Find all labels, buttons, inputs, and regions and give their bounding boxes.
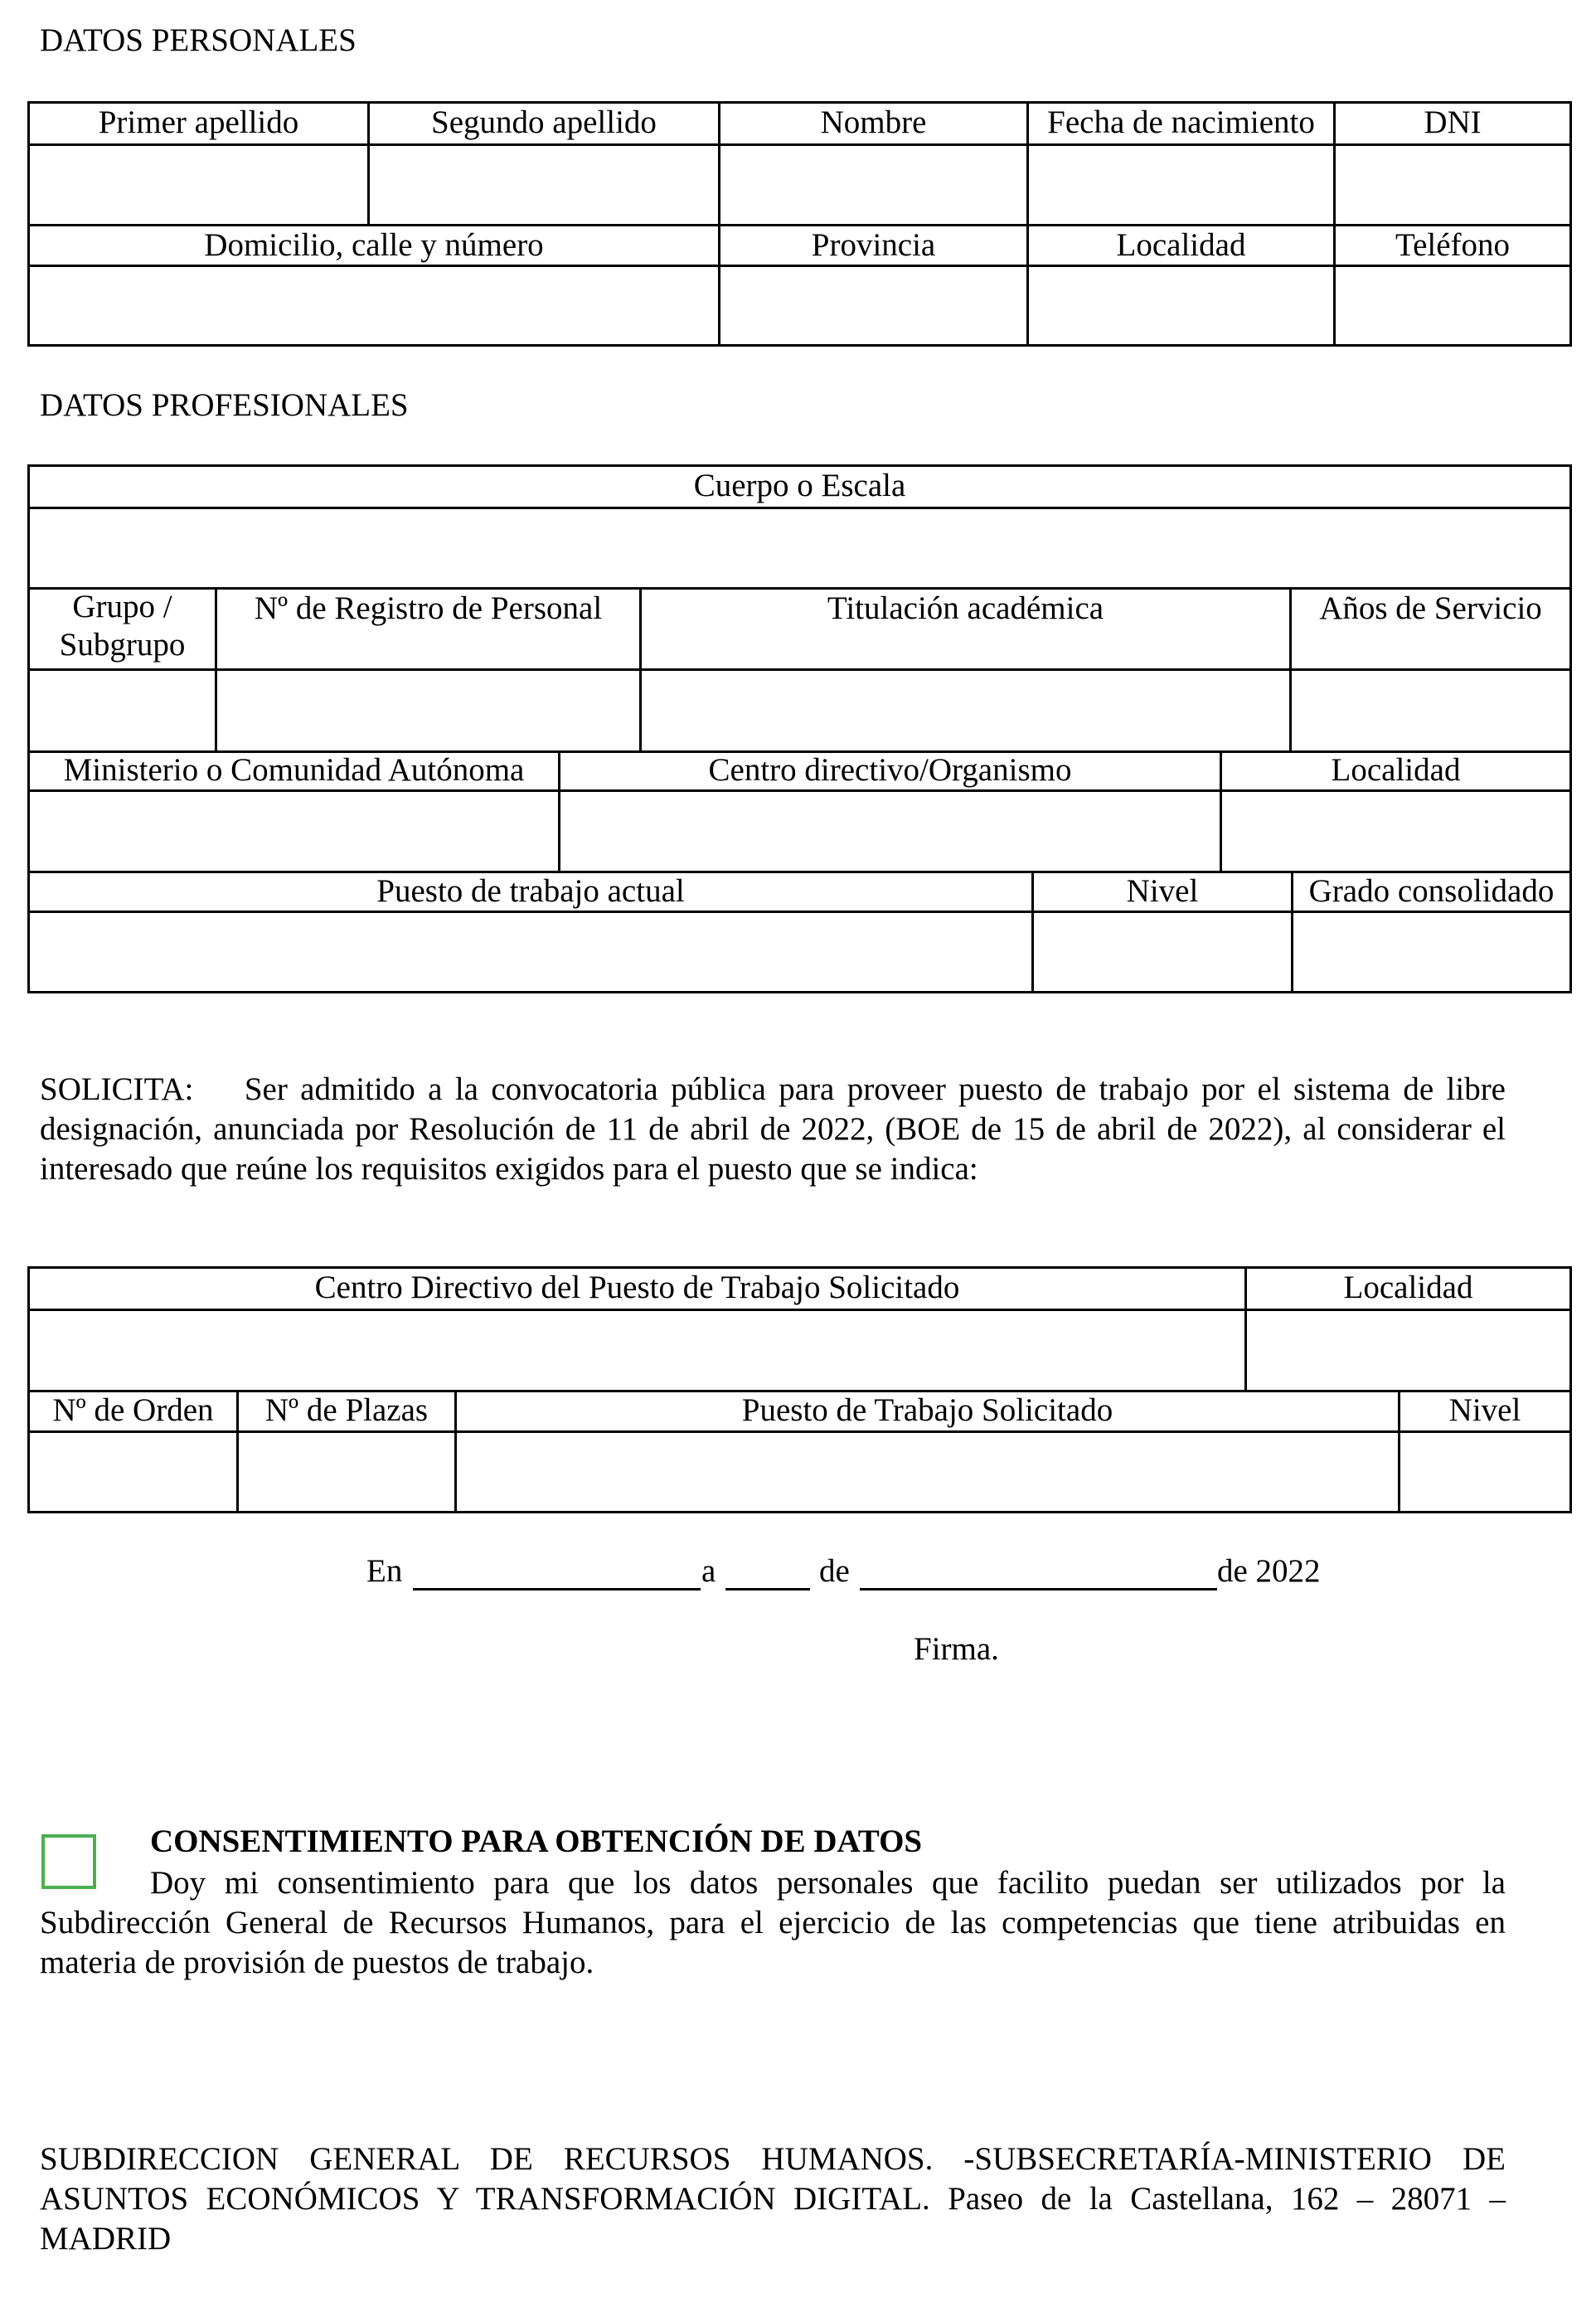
header-puesto-solicitado: Puesto de Trabajo Solicitado: [741, 1392, 1113, 1428]
requested-post-table: [27, 1266, 1572, 1513]
field-primer-apellido[interactable]: [30, 146, 367, 224]
header-localidad-prof: Localidad: [1331, 752, 1461, 788]
header-grupo-subgrupo: Grupo / Subgrupo: [59, 589, 186, 663]
personal-data-table: [27, 101, 1572, 347]
header-puesto-actual: Puesto de trabajo actual: [376, 873, 685, 909]
header-titulacion: Titulación académica: [827, 590, 1104, 626]
date-day-line[interactable]: [725, 1588, 810, 1591]
field-registro-personal[interactable]: [217, 671, 639, 750]
header-centro-directivo: Centro directivo/Organismo: [708, 752, 1072, 788]
date-en-label: En: [366, 1553, 403, 1589]
date-place-line[interactable]: [413, 1588, 701, 1591]
field-cuerpo-escala[interactable]: [30, 509, 1569, 587]
field-puesto-solicitado[interactable]: [457, 1433, 1398, 1511]
footer-address: SUBDIRECCION GENERAL DE RECURSOS HUMANOS. -SUBSECRETARÍA-MINISTERIO DE ASUNTOS ECONÓMICOS Y TRANSFORMACIÓN DIGITAL. Paseo de la Castellana, 162 – 28071 – MADRID: [40, 2141, 1506, 2256]
header-segundo-apellido: Segundo apellido: [431, 104, 657, 140]
field-dni[interactable]: [1336, 146, 1569, 224]
field-localidad-solicitada[interactable]: [1247, 1311, 1569, 1390]
field-titulacion[interactable]: [642, 671, 1289, 750]
signature-label: Firma.: [914, 1631, 999, 1667]
field-centro-solicitado[interactable]: [30, 1311, 1244, 1390]
header-domicilio: Domicilio, calle y número: [204, 227, 544, 263]
header-numero-plazas: Nº de Plazas: [264, 1392, 429, 1428]
field-numero-plazas[interactable]: [239, 1433, 454, 1511]
section-title-personal: DATOS PERSONALES: [40, 22, 357, 58]
field-anos-servicio[interactable]: [1292, 671, 1569, 750]
date-year-label: de 2022: [1217, 1553, 1321, 1589]
solicita-paragraph: [40, 1070, 1506, 1189]
field-domicilio[interactable]: [30, 267, 718, 347]
header-centro-solicitado: Centro Directivo del Puesto de Trabajo Solicitado: [314, 1270, 960, 1305]
field-centro-directivo[interactable]: [560, 792, 1220, 871]
consent-text: Doy mi consentimiento para que los datos personales que facilito puedan ser utilizados por la Subdirección General de Recursos Humanos, para el ejercicio de las competencias que tiene atribuidas en materia de provisión de puestos de trabajo.: [40, 1865, 1506, 1980]
field-fecha-nacimiento[interactable]: [1029, 146, 1333, 224]
header-primer-apellido: Primer apellido: [98, 104, 299, 140]
field-grupo-subgrupo[interactable]: [30, 671, 215, 750]
solicita-label: SOLICITA:: [40, 1071, 194, 1107]
header-dni: DNI: [1424, 104, 1482, 140]
header-nivel-solicitado: Nivel: [1448, 1392, 1521, 1428]
section-title-professional: DATOS PROFESIONALES: [40, 387, 409, 423]
date-a-label: a: [701, 1553, 716, 1589]
field-grado-consolidado[interactable]: [1293, 913, 1569, 991]
header-ministerio: Ministerio o Comunidad Autónoma: [63, 752, 525, 788]
field-ministerio[interactable]: [30, 792, 558, 871]
field-telefono[interactable]: [1336, 267, 1569, 347]
consent-title: CONSENTIMIENTO PARA OBTENCIÓN DE DATOS: [150, 1824, 923, 1859]
field-segundo-apellido[interactable]: [370, 146, 718, 224]
header-telefono: Teléfono: [1395, 227, 1511, 263]
date-de-label: de: [819, 1553, 850, 1589]
field-nivel-solicitado[interactable]: [1400, 1433, 1569, 1511]
header-localidad-solicitada: Localidad: [1343, 1270, 1473, 1305]
field-nivel[interactable]: [1034, 913, 1291, 991]
professional-data-table: [27, 464, 1572, 993]
field-localidad[interactable]: [1029, 267, 1333, 347]
solicita-text: Ser admitido a la convocatoria pública para proveer puesto de trabajo por el sistema de libre designación, anunciada por Resolución de 11 de abril de 2022, (BOE de 15 de abril de 2022), al considerar el interesado que reúne los requisitos exigidos para el puesto que se indica:: [40, 1071, 1506, 1187]
header-anos-servicio: Años de Servicio: [1319, 590, 1542, 626]
header-grado-consolidado: Grado consolidado: [1308, 873, 1555, 909]
field-provincia[interactable]: [720, 267, 1026, 347]
header-localidad: Localidad: [1116, 227, 1246, 263]
header-fecha-nacimiento: Fecha de nacimiento: [1047, 104, 1315, 140]
date-month-line[interactable]: [860, 1588, 1217, 1591]
header-cuerpo-escala: Cuerpo o Escala: [693, 468, 906, 503]
header-nombre: Nombre: [820, 104, 927, 140]
field-puesto-actual[interactable]: [30, 913, 1031, 991]
field-localidad-prof[interactable]: [1222, 792, 1569, 871]
header-registro-personal: Nº de Registro de Personal: [254, 590, 603, 626]
header-nivel: Nivel: [1126, 873, 1199, 909]
header-numero-orden: Nº de Orden: [52, 1392, 214, 1428]
field-numero-orden[interactable]: [30, 1433, 236, 1511]
header-provincia: Provincia: [811, 227, 936, 263]
field-nombre[interactable]: [720, 146, 1026, 224]
